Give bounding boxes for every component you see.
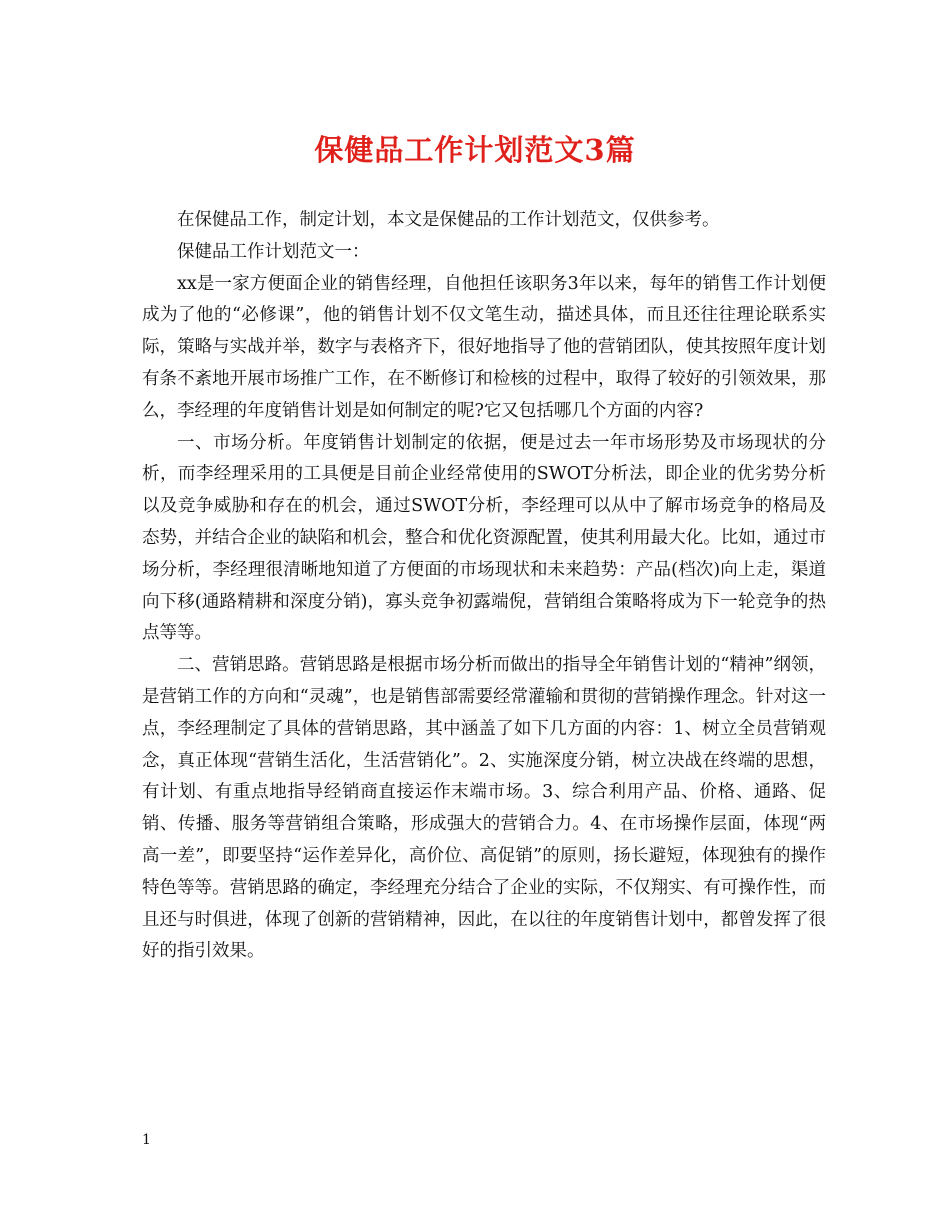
document-body [142, 205, 826, 968]
paragraph-intro: 在保健品工作，制定计划，本文是保健品的工作计划范文，仅供参考。 [177, 210, 720, 230]
paragraph-market-analysis: 一、市场分析。年度销售计划制定的依据，便是过去一年市场形势及市场现状的分析，而李经理采用的工具便是目前企业经常使用的SWOT分析法，即企业的优劣势分析以及竞争威胁和存在的机会，通过SWOT分析，李经理可以从中了解市场竞争的格局及态势，并结合企业的缺陷和机会，整合和优化资源配置，使其利用最大化。比如，通过市场分析，李经理很清晰地知道了方便面的市场现状和未来趋势：产品(档次)向上走，渠道向下移(通路精耕和深度分销)，寡头竞争初露端倪，营销组合策略将成为下一轮竞争的热点等等。 [142, 432, 826, 644]
paragraph-marketing-strategy: 二、营销思路。营销思路是根据市场分析而做出的指导全年销售计划的“精神”纲领，是营销工作的方向和“灵魂”，也是销售部需要经常灌输和贯彻的营销操作理念。针对这一点，李经理制定了具体的营销思路，其中涵盖了如下几方面的内容：1、树立全员营销观念，真正体现“营销生活化，生活营销化”。2、实施深度分销，树立决战在终端的思想，有计划、有重点地指导经销商直接运作末端市场。3、综合利用产品、价格、通路、促销、传播、服务等营销组合策略，形成强大的营销合力。4、在市场操作层面，体现“两高一差”，即要坚持“运作差异化，高价位、高促销”的原则，扬长避短，体现独有的操作特色等等。营销思路的确定，李经理充分结合了企业的实际，不仅翔实、有可操作性，而且还与时俱进，体现了创新的营销精神，因此，在以往的年度销售计划中，都曾发挥了很好的指引效果。 [142, 655, 826, 962]
page-number: 1 [142, 1132, 151, 1148]
paragraph-section-heading: 保健品工作计划范文一： [177, 241, 370, 262]
document-title: 保健品工作计划范文3篇 [314, 133, 636, 167]
paragraph-background: xx是一家方便面企业的销售经理，自他担任该职务3年以来，每年的销售工作计划便成为了他的“必修课”，他的销售计划不仅文笔生动，描述具体，而且还往往理论联系实际，策略与实战并举，数字与表格齐下，很好地指导了他的营销团队，使其按照年度计划有条不紊地开展市场推广工作，在不断修订和检核的过程中，取得了较好的引领效果，那么，李经理的年度销售计划是如何制定的呢?它又包括哪几个方面的内容? [142, 273, 826, 421]
